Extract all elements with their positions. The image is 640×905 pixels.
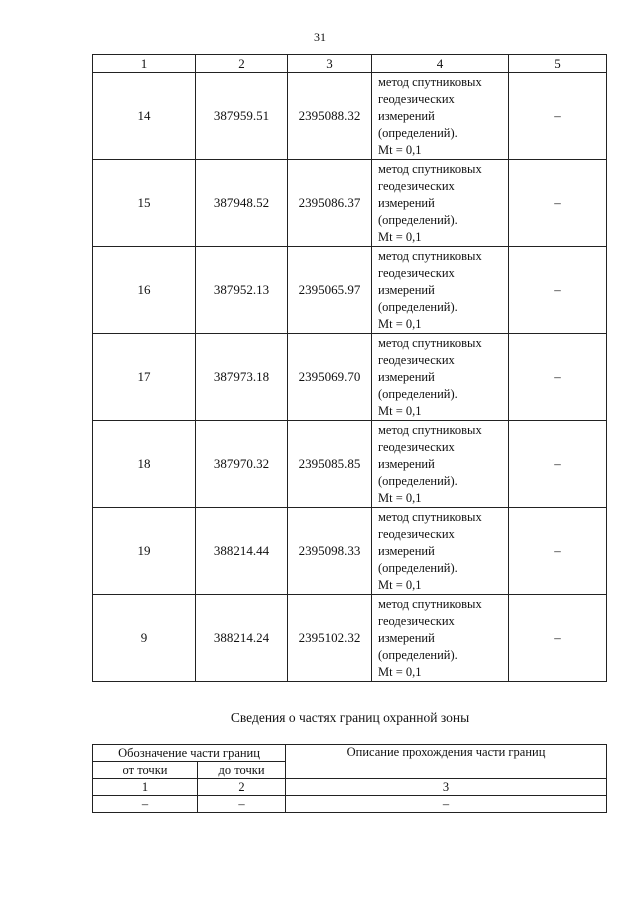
x-coordinate-cell: 387952.13 <box>196 247 288 334</box>
note-cell: – <box>509 73 607 160</box>
y-coordinate-cell: 2395085.85 <box>288 421 372 508</box>
note-cell: – <box>509 247 607 334</box>
note-cell: – <box>509 160 607 247</box>
note-cell: – <box>509 334 607 421</box>
column-number-5: 5 <box>509 55 607 73</box>
parts-description-cell: – <box>286 796 607 813</box>
table-row <box>93 595 607 682</box>
y-coordinate-cell: 2395088.32 <box>288 73 372 160</box>
note-cell: – <box>509 508 607 595</box>
section-title: Сведения о частях границ охранной зоны <box>230 710 470 725</box>
note-cell: – <box>509 421 607 508</box>
boundary-parts-table <box>92 744 607 813</box>
point-number-cell: 16 <box>93 247 196 334</box>
table-row <box>93 508 607 595</box>
x-coordinate-cell: 387970.32 <box>196 421 288 508</box>
y-coordinate-cell: 2395069.70 <box>288 334 372 421</box>
parts-data-row <box>93 796 607 813</box>
coordinates-table-header-row <box>93 55 607 73</box>
y-coordinate-cell: 2395065.97 <box>288 247 372 334</box>
method-description-cell: метод спутниковых геодезических измерений (определений). Mt = 0,1 <box>372 508 509 595</box>
note-cell: – <box>509 595 607 682</box>
parts-number-2: 2 <box>198 779 286 796</box>
parts-description-header: Описание прохождения части границ <box>286 745 607 779</box>
y-coordinate-cell: 2395102.32 <box>288 595 372 682</box>
coordinates-table <box>92 54 607 682</box>
x-coordinate-cell: 388214.44 <box>196 508 288 595</box>
parts-to-cell: – <box>198 796 286 813</box>
parts-number-3: 3 <box>286 779 607 796</box>
point-number-cell: 18 <box>93 421 196 508</box>
y-coordinate-cell: 2395086.37 <box>288 160 372 247</box>
column-number-4: 4 <box>372 55 509 73</box>
method-description-cell: метод спутниковых геодезических измерений (определений). Mt = 0,1 <box>372 595 509 682</box>
column-number-3: 3 <box>288 55 372 73</box>
table-row <box>93 73 607 160</box>
method-description-cell: метод спутниковых геодезических измерений (определений). Mt = 0,1 <box>372 160 509 247</box>
x-coordinate-cell: 388214.24 <box>196 595 288 682</box>
table-row <box>93 334 607 421</box>
y-coordinate-cell: 2395098.33 <box>288 508 372 595</box>
point-number-cell: 15 <box>93 160 196 247</box>
page-number: 31 <box>314 30 326 44</box>
x-coordinate-cell: 387973.18 <box>196 334 288 421</box>
point-number-cell: 19 <box>93 508 196 595</box>
parts-number-1: 1 <box>93 779 198 796</box>
method-description-cell: метод спутниковых геодезических измерений (определений). Mt = 0,1 <box>372 421 509 508</box>
method-description-cell: метод спутниковых геодезических измерений (определений). Mt = 0,1 <box>372 73 509 160</box>
table-row <box>93 421 607 508</box>
x-coordinate-cell: 387948.52 <box>196 160 288 247</box>
parts-numbering-row <box>93 779 607 796</box>
column-number-1: 1 <box>93 55 196 73</box>
parts-from-cell: – <box>93 796 198 813</box>
method-description-cell: метод спутниковых геодезических измерений (определений). Mt = 0,1 <box>372 247 509 334</box>
method-description-cell: метод спутниковых геодезических измерений (определений). Mt = 0,1 <box>372 334 509 421</box>
parts-from-header: от точки <box>93 762 198 779</box>
parts-to-header: до точки <box>198 762 286 779</box>
x-coordinate-cell: 387959.51 <box>196 73 288 160</box>
table-row <box>93 247 607 334</box>
parts-group-header: Обозначение части границ <box>93 745 286 762</box>
column-number-2: 2 <box>196 55 288 73</box>
point-number-cell: 17 <box>93 334 196 421</box>
point-number-cell: 9 <box>93 595 196 682</box>
parts-header-row-1 <box>93 745 607 762</box>
point-number-cell: 14 <box>93 73 196 160</box>
table-row <box>93 160 607 247</box>
